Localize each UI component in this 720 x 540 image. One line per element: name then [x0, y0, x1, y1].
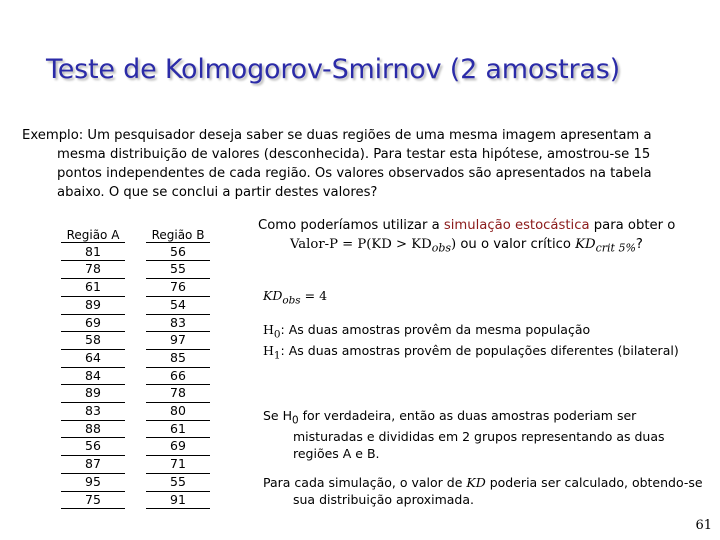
- p-value-sub: obs: [431, 241, 452, 255]
- region-b-cell: 54: [146, 297, 210, 315]
- region-b-cell: 66: [146, 368, 210, 386]
- region-b-values: [138, 244, 218, 510]
- kd-crit: KD: [575, 237, 596, 252]
- h0-true-prefix: Se H: [263, 408, 292, 423]
- p-value-end: ): [451, 237, 457, 252]
- region-b-cell: 91: [146, 492, 210, 510]
- simulation-highlight: simulação estocástica: [443, 218, 590, 233]
- h1-text: : As duas amostras provêm de populações diferentes (bilateral): [280, 343, 679, 359]
- region-b-cell: 56: [146, 244, 210, 262]
- question-text-1: Como poderíamos utilizar a: [258, 218, 444, 233]
- kd-crit-sub: crit 5%: [595, 241, 636, 255]
- region-b-cell: 83: [146, 315, 210, 333]
- h1-hypothesis: [263, 343, 703, 364]
- kd-obs-value: = 4: [300, 288, 328, 303]
- region-a-cell: 61: [61, 279, 125, 297]
- simulation-paragraph: [263, 475, 703, 508]
- kd-observed: [263, 288, 703, 309]
- h0-label: H: [263, 322, 274, 337]
- kd-obs-sub: obs: [282, 294, 301, 307]
- region-b-cell: 69: [146, 438, 210, 456]
- region-a-cell: 83: [61, 403, 125, 421]
- h0-true-paragraph: [263, 408, 703, 463]
- region-b-cell: 71: [146, 456, 210, 474]
- h0-hypothesis: [263, 322, 703, 343]
- region-a-cell: 89: [61, 385, 125, 403]
- hypotheses: [263, 322, 703, 364]
- region-a-cell: 69: [61, 315, 125, 333]
- region-a-column: [53, 227, 133, 509]
- question-text-4: ?: [635, 237, 643, 252]
- slide-title: Teste de Kolmogorov-Smirnov (2 amostras): [46, 54, 620, 85]
- region-b-cell: 55: [146, 474, 210, 492]
- region-a-cell: 56: [61, 438, 125, 456]
- simulation-prefix: Para cada simulação, o valor de: [263, 475, 467, 490]
- simulation-kd: KD: [466, 475, 486, 490]
- region-a-header: Região A: [61, 228, 125, 243]
- region-b-header: Região B: [146, 228, 210, 243]
- region-a-cell: 89: [61, 297, 125, 315]
- example-text: Exemplo: Um pesquisador deseja saber se duas regiões de uma mesma imagem apresentam a mesma distribuição de valores (desconhecida). Para testar esta hipótese, amostrou-se 15 pontos independentes de cada região. Os valores observados são apresentados na tabela abaixo. O que se conclui a partir destes valores?: [22, 128, 652, 200]
- region-a-cell: 95: [61, 474, 125, 492]
- question-paragraph: [258, 216, 698, 258]
- kd-obs-label: KD: [263, 288, 283, 303]
- region-a-cell: 64: [61, 350, 125, 368]
- region-b-cell: 85: [146, 350, 210, 368]
- region-b-column: [138, 227, 218, 509]
- p-value-text: Valor-P = P(KD > KD: [290, 237, 432, 252]
- question-text-3: ou o valor crítico: [456, 237, 576, 252]
- question-text-2: para obter o: [589, 218, 676, 233]
- h0-true-text: for verdadeira, então as duas amostras poderiam ser misturadas e divididas em 2 grupos representando as duas regiões A e B.: [293, 408, 665, 461]
- region-a-cell: 58: [61, 332, 125, 350]
- h1-label: H: [263, 343, 274, 359]
- h0-text: : As duas amostras provêm da mesma população: [280, 322, 591, 337]
- region-a-cell: 75: [61, 492, 125, 510]
- region-b-cell: 76: [146, 279, 210, 297]
- p-value-expression: [290, 237, 457, 255]
- page-number: 61: [695, 518, 712, 533]
- simulation-suffix: poderia ser calculado, obtendo-se sua distribuição aproximada.: [293, 475, 703, 507]
- region-b-cell: 61: [146, 421, 210, 439]
- region-a-cell: 87: [61, 456, 125, 474]
- region-b-cell: 78: [146, 385, 210, 403]
- h1-sub: 1: [273, 349, 281, 362]
- region-a-cell: 78: [61, 261, 125, 279]
- region-b-cell: 80: [146, 403, 210, 421]
- h0-sub: 0: [273, 328, 281, 341]
- region-a-cell: 81: [61, 244, 125, 262]
- region-a-cell: 84: [61, 368, 125, 386]
- region-b-cell: 55: [146, 261, 210, 279]
- example-paragraph: [22, 126, 698, 202]
- region-a-values: [53, 244, 133, 510]
- h0-true-sub: 0: [292, 414, 299, 427]
- region-b-cell: 97: [146, 332, 210, 350]
- region-a-cell: 88: [61, 421, 125, 439]
